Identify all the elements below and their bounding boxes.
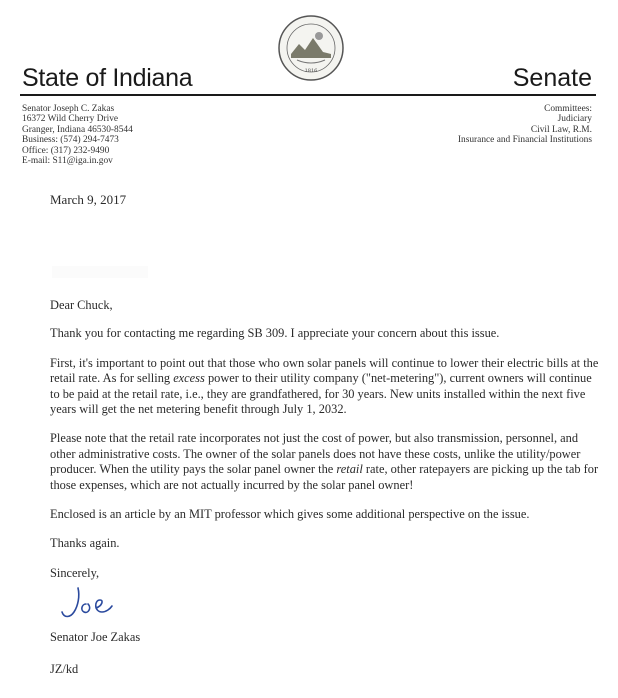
- redacted-address-area: [52, 266, 148, 278]
- paragraph-3-emphasis: retail: [336, 462, 363, 477]
- sender-name: Senator Joseph C. Zakas: [22, 104, 115, 114]
- paragraph-2-text-b: power to their utility company ("net-metering"), current owners will continue to be paid at the retail rate, i.e., they are grandfathered, for 30 years. New units installed within the next five years will get the net metering benefit through July 1, 2032.: [50, 371, 592, 417]
- sender-contact-block: [22, 104, 133, 166]
- committees-block: [458, 104, 592, 146]
- committee-item: Insurance and Financial Institutions: [457, 135, 592, 146]
- paragraph-1: Thank you for contacting me regarding SB 309. I appreciate your concern about this issue.: [50, 326, 500, 341]
- letterhead-senate-title: Senate: [512, 64, 592, 92]
- sender-street: 16372 Wild Cherry Drive: [22, 114, 119, 125]
- committees-heading: Committees:: [544, 104, 592, 114]
- handwritten-signature: [56, 582, 126, 624]
- committee-item: Civil Law, R.M.: [530, 124, 592, 135]
- committee-item: Judiciary: [557, 114, 592, 125]
- thanks-line: Thanks again.: [50, 536, 120, 551]
- state-seal-logo: [277, 14, 345, 82]
- paragraph-3: [50, 431, 600, 493]
- seal-year: 1816: [304, 68, 318, 74]
- signer-name: Senator Joe Zakas: [50, 630, 141, 644]
- paragraph-2: [50, 356, 600, 418]
- sender-business-phone: Business: (574) 294-7473: [22, 135, 119, 146]
- letterhead-divider: [20, 94, 596, 96]
- paragraph-3-text-b: rate, other ratepayers are picking up the tab for those expenses, which are not actually incurred by the solar panel owner!: [50, 462, 599, 492]
- letter-date: March 9, 2017: [50, 192, 127, 207]
- paragraph-2-text-a: First, it's important to point out that those who own solar panels will continue to lower their electric bills at the retail rate. As for selling: [50, 355, 599, 386]
- salutation: Dear Chuck,: [50, 298, 113, 312]
- sender-office-phone: Office: (317) 232-9490: [22, 145, 110, 156]
- paragraph-4: Enclosed is an article by an MIT professor which gives some additional perspective on the issue.: [50, 507, 530, 522]
- paragraph-2-emphasis: excess: [173, 371, 205, 386]
- sender-email: E-mail: S11@iga.in.gov: [22, 156, 113, 167]
- closing-line: Sincerely,: [50, 565, 100, 580]
- sender-city: Granger, Indiana 46530-8544: [22, 124, 133, 135]
- letterhead-state-title: State of Indiana: [22, 64, 193, 92]
- paragraph-3-text-a: Please note that the retail rate incorporates not just the cost of power, but also transmission, personnel, and other administrative costs. The owner of the solar panels does not have these costs, unlike the utility/power producer. When the utility pays the solar panel owner the: [50, 431, 581, 477]
- typist-initials: JZ/kd: [50, 662, 79, 676]
- letter-body: [50, 298, 600, 581]
